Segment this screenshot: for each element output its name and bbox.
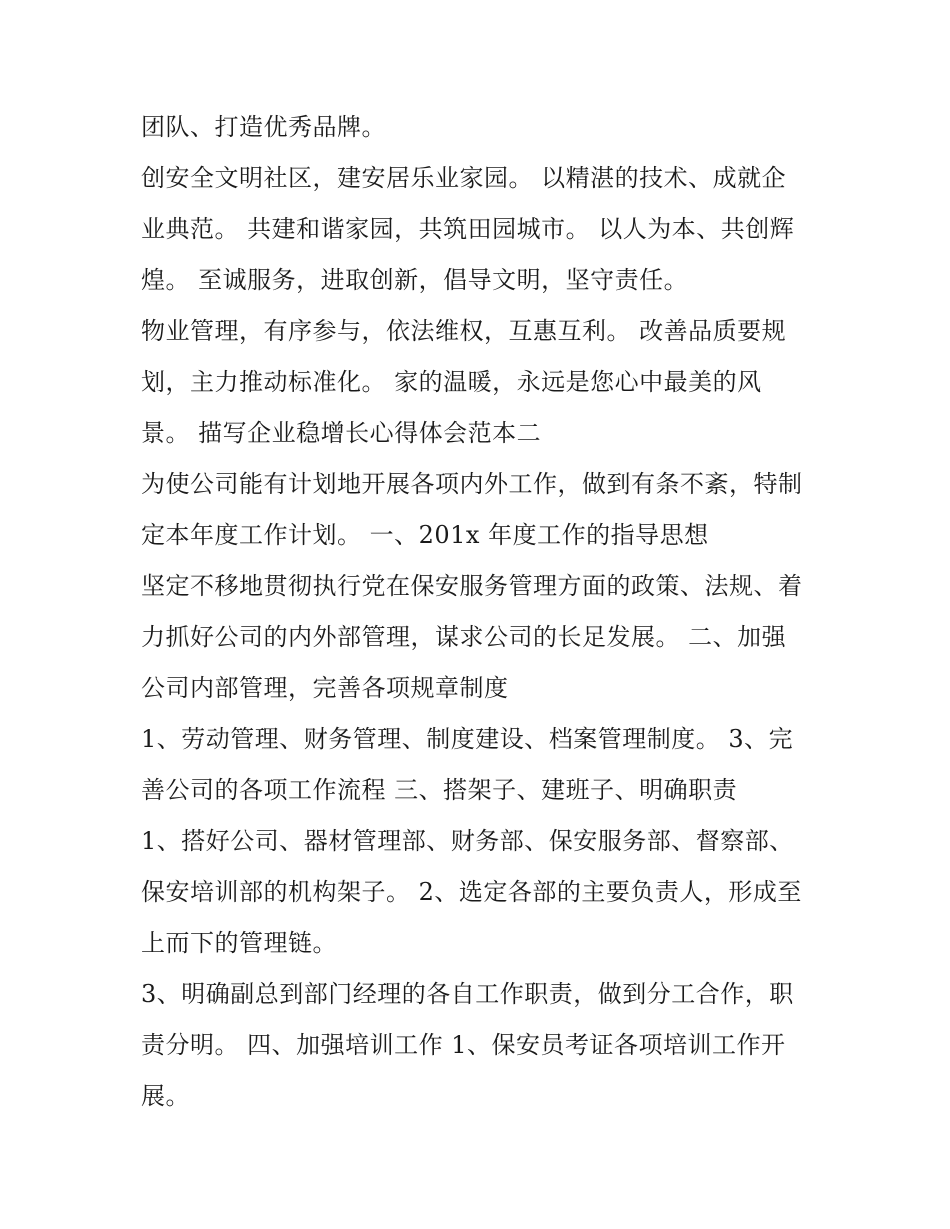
text-line: 上而下的管理链。	[141, 929, 337, 957]
text-line: 创安全文明社区，建安居乐业家园。 以精湛的技术、成就企	[141, 164, 787, 192]
text-line: 力抓好公司的内外部管理，谋求公司的长足发展。 二、加强	[141, 623, 787, 651]
text-line: 业典范。 共建和谐家园，共筑田园城市。 以人为本、共创辉	[141, 215, 795, 243]
text-line: 保安培训部的机构架子。 2、选定各部的主要负责人，形成至	[141, 878, 802, 906]
text-line: 善公司的各项工作流程 三、搭架子、建班子、明确职责	[141, 776, 738, 804]
text-line: 为使公司能有计划地开展各项内外工作，做到有条不紊，特制	[141, 470, 803, 498]
text-line: 公司内部管理，完善各项规章制度	[141, 674, 509, 702]
text-line: 1、劳动管理、财务管理、制度建设、档案管理制度。 3、完	[141, 725, 794, 753]
text-line: 煌。 至诚服务，进取创新，倡导文明，坚守责任。	[141, 266, 689, 294]
text-line: 1、搭好公司、器材管理部、财务部、保安服务部、督察部、	[141, 827, 794, 855]
text-line: 责分明。 四、加强培训工作 1、保安员考证各项培训工作开	[141, 1031, 786, 1059]
text-line: 团队、打造优秀品牌。	[141, 113, 386, 141]
text-line: 展。	[141, 1082, 190, 1110]
text-line: 物业管理，有序参与，依法维权，互惠互利。 改善品质要规	[141, 317, 787, 345]
text-line: 定本年度工作计划。 一、201x 年度工作的指导思想	[141, 521, 709, 549]
text-line: 景。 描写企业稳增长心得体会范本二	[141, 419, 542, 447]
text-line: 划，主力推动标准化。 家的温暖，永远是您心中最美的风	[141, 368, 762, 396]
text-line: 坚定不移地贯彻执行党在保安服务管理方面的政策、法规、着	[141, 572, 803, 600]
text-line: 3、明确副总到部门经理的各自工作职责，做到分工合作，职	[141, 980, 794, 1008]
